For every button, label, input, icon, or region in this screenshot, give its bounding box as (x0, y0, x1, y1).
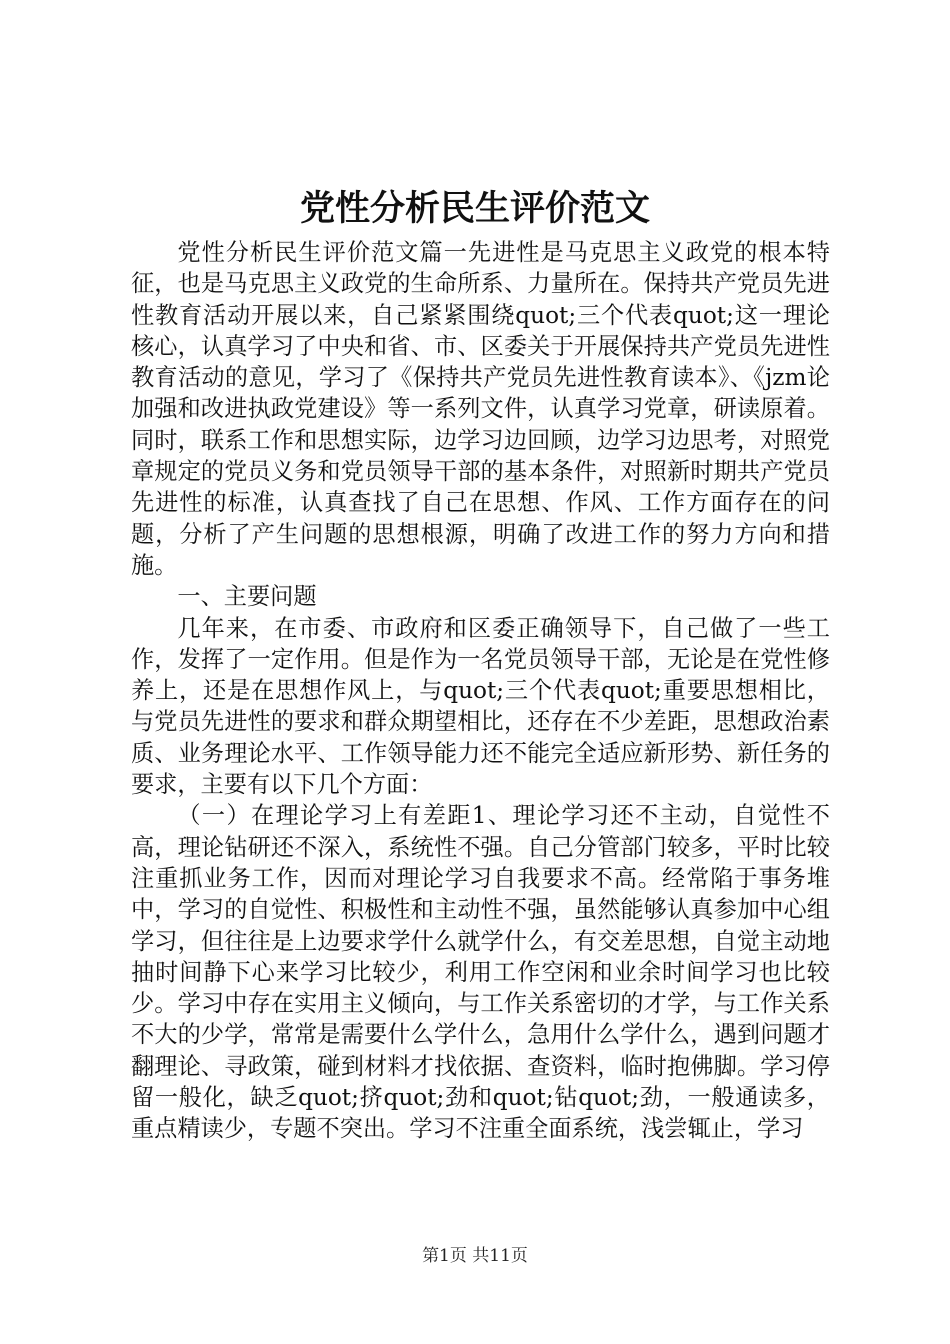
paragraph-overview: 几年来，在市委、市政府和区委正确领导下，自己做了一些工作，发挥了一定作用。但是作为一名党员领导干部，无论是在党性修养上，还是在思想作风上，与quot;三个代表quot;重要思想相比，与党员先进性的要求和群众期望相比，还存在不少差距，思想政治素质、业务理论水平、工作领导能力还不能完全适应新形势、新任务的要求，主要有以下几个方面： (131, 614, 830, 799)
document-body (131, 237, 830, 1145)
paragraph-intro: 党性分析民生评价范文篇一先进性是马克思主义政党的根本特征，也是马克思主义政党的生命所系、力量所在。保持共产党员先进性教育活动开展以来，自己紧紧围绕quot;三个代表quot;这一理论核心，认真学习了中央和省、市、区委关于开展保持共产党员先进性教育活动的意见，学习了《保持共产党员先进性教育读本》、《jzm论加强和改进执政党建设》等一系列文件，认真学习党章，研读原着。同时，联系工作和思想实际，边学习边回顾，边学习边思考，对照党章规定的党员义务和党员领导干部的基本条件，对照新时期共产党员先进性的标准，认真查找了自己在思想、作风、工作方面存在的问题，分析了产生问题的思想根源，明确了改进工作的努力方向和措施。 (131, 239, 830, 579)
page-number-footer: 第1页 共11页 (422, 1246, 528, 1266)
document-title: 党性分析民生评价范文 (299, 189, 650, 229)
paragraph-theory-study: （一）在理论学习上有差距1、理论学习还不主动，自觉性不高，理论钻研还不深入，系统性不强。自己分管部门较多，平时比较注重抓业务工作，因而对理论学习自我要求不高。经常陷于事务堆中，学习的自觉性、积极性和主动性不强，虽然能够认真参加中心组学习，但往往是上边要求学什么就学什么，有交差思想，自觉主动地抽时间静下心来学习比较少，利用工作空闲和业余时间学习也比较少。学习中存在实用主义倾向，与工作关系密切的才学，与工作关系不大的少学，常常是需要什么学什么，急用什么学什么，遇到问题才翻理论、寻政策，碰到材料才找依据、查资料，临时抱佛脚。学习停留一般化，缺乏quot;挤quot;劲和quot;钻quot;劲，一般通读多，重点精读少，专题不突出。学习不注重全面系统，浅尝辄止，学习 (131, 802, 830, 1143)
section-heading-main-problems: 一、主要问题 (177, 583, 317, 611)
